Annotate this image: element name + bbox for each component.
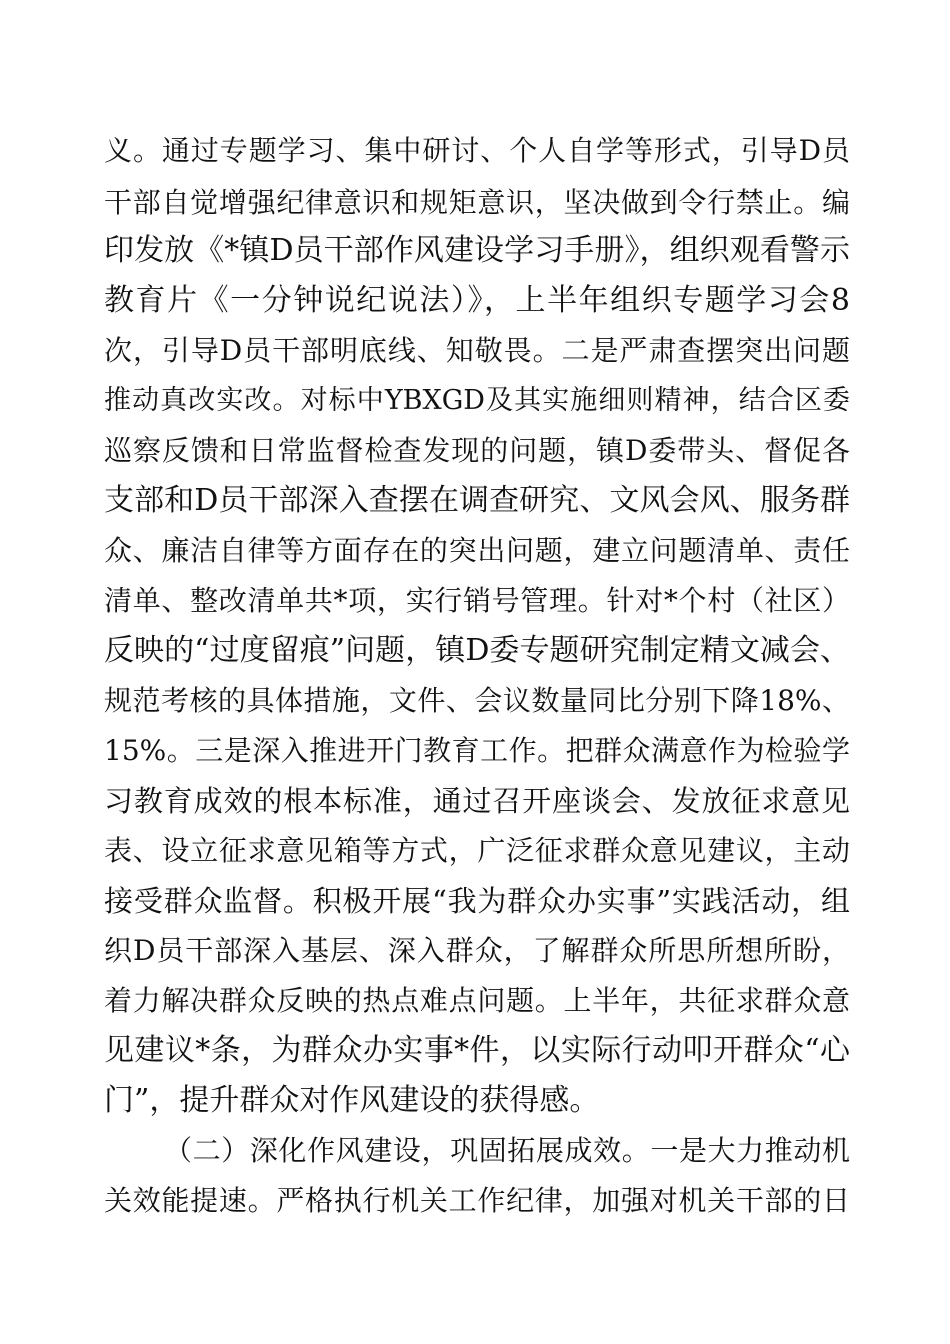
text-line-8: 支部和D员干部深入查摆在调查研究、文风会风、服务群 <box>104 483 850 518</box>
text-line-15: 表、设立征求意见箱等方式，广泛征求群众意见建议，主动 <box>104 834 850 867</box>
text-line-2: 干部自觉增强纪律意识和规矩意识，坚决做到令行禁止。编 <box>104 186 850 219</box>
text-line-10: 清单、整改清单共*项，实行销号管理。针对*个村（社区） <box>104 584 850 617</box>
text-line-3: 印发放《*镇D员干部作风建设学习手册》，组织观看警示 <box>104 233 850 268</box>
section-heading-line: （二）深化作风建设，巩固拓展成效。一是大力推动机 <box>164 1134 850 1167</box>
text-line-1: 义。通过专题学习、集中研讨、个人自学等形式，引导D员 <box>104 134 850 167</box>
text-line-12: 规范考核的具体措施，文件、会议数量同比分别下降18%、 <box>104 684 850 717</box>
text-line-17: 织D员干部深入基层、深入群众，了解群众所思所想所盼， <box>104 934 850 967</box>
text-line-7: 巡察反馈和日常监督检查发现的问题，镇D委带头、督促各 <box>104 434 850 467</box>
text-line-19: 见建议*条，为群众办实事*件，以实际行动叩开群众“心 <box>104 1033 850 1068</box>
text-line-20: 门”，提升群众对作风建设的获得感。 <box>104 1083 600 1118</box>
text-line-13: 15%。三是深入推进开门教育工作。把群众满意作为检验学 <box>104 734 850 767</box>
text-line-22: 关效能提速。严格执行机关工作纪律，加强对机关干部的日 <box>104 1184 850 1217</box>
text-line-18: 着力解决群众反映的热点难点问题。上半年，共征求群众意 <box>104 984 850 1017</box>
text-line-14: 习教育成效的根本标准，通过召开座谈会、发放征求意见 <box>104 784 850 818</box>
text-line-5: 次，引导D员干部明底线、知敬畏。二是严肃查摆突出问题 <box>104 334 850 367</box>
text-line-11: 反映的“过度留痕”问题，镇D委专题研究制定精文减会、 <box>104 633 850 668</box>
text-line-4: 教育片《一分钟说纪说法）》，上半年组织专题学习会8 <box>104 283 850 318</box>
text-line-16: 接受群众监督。积极开展“我为群众办实事”实践活动，组 <box>104 884 850 918</box>
text-line-9: 众、廉洁自律等方面存在的突出问题，建立问题清单、责任 <box>104 534 850 567</box>
text-line-6: 推动真改实改。对标中YBXGD及其实施细则精神，结合区委 <box>104 385 850 416</box>
